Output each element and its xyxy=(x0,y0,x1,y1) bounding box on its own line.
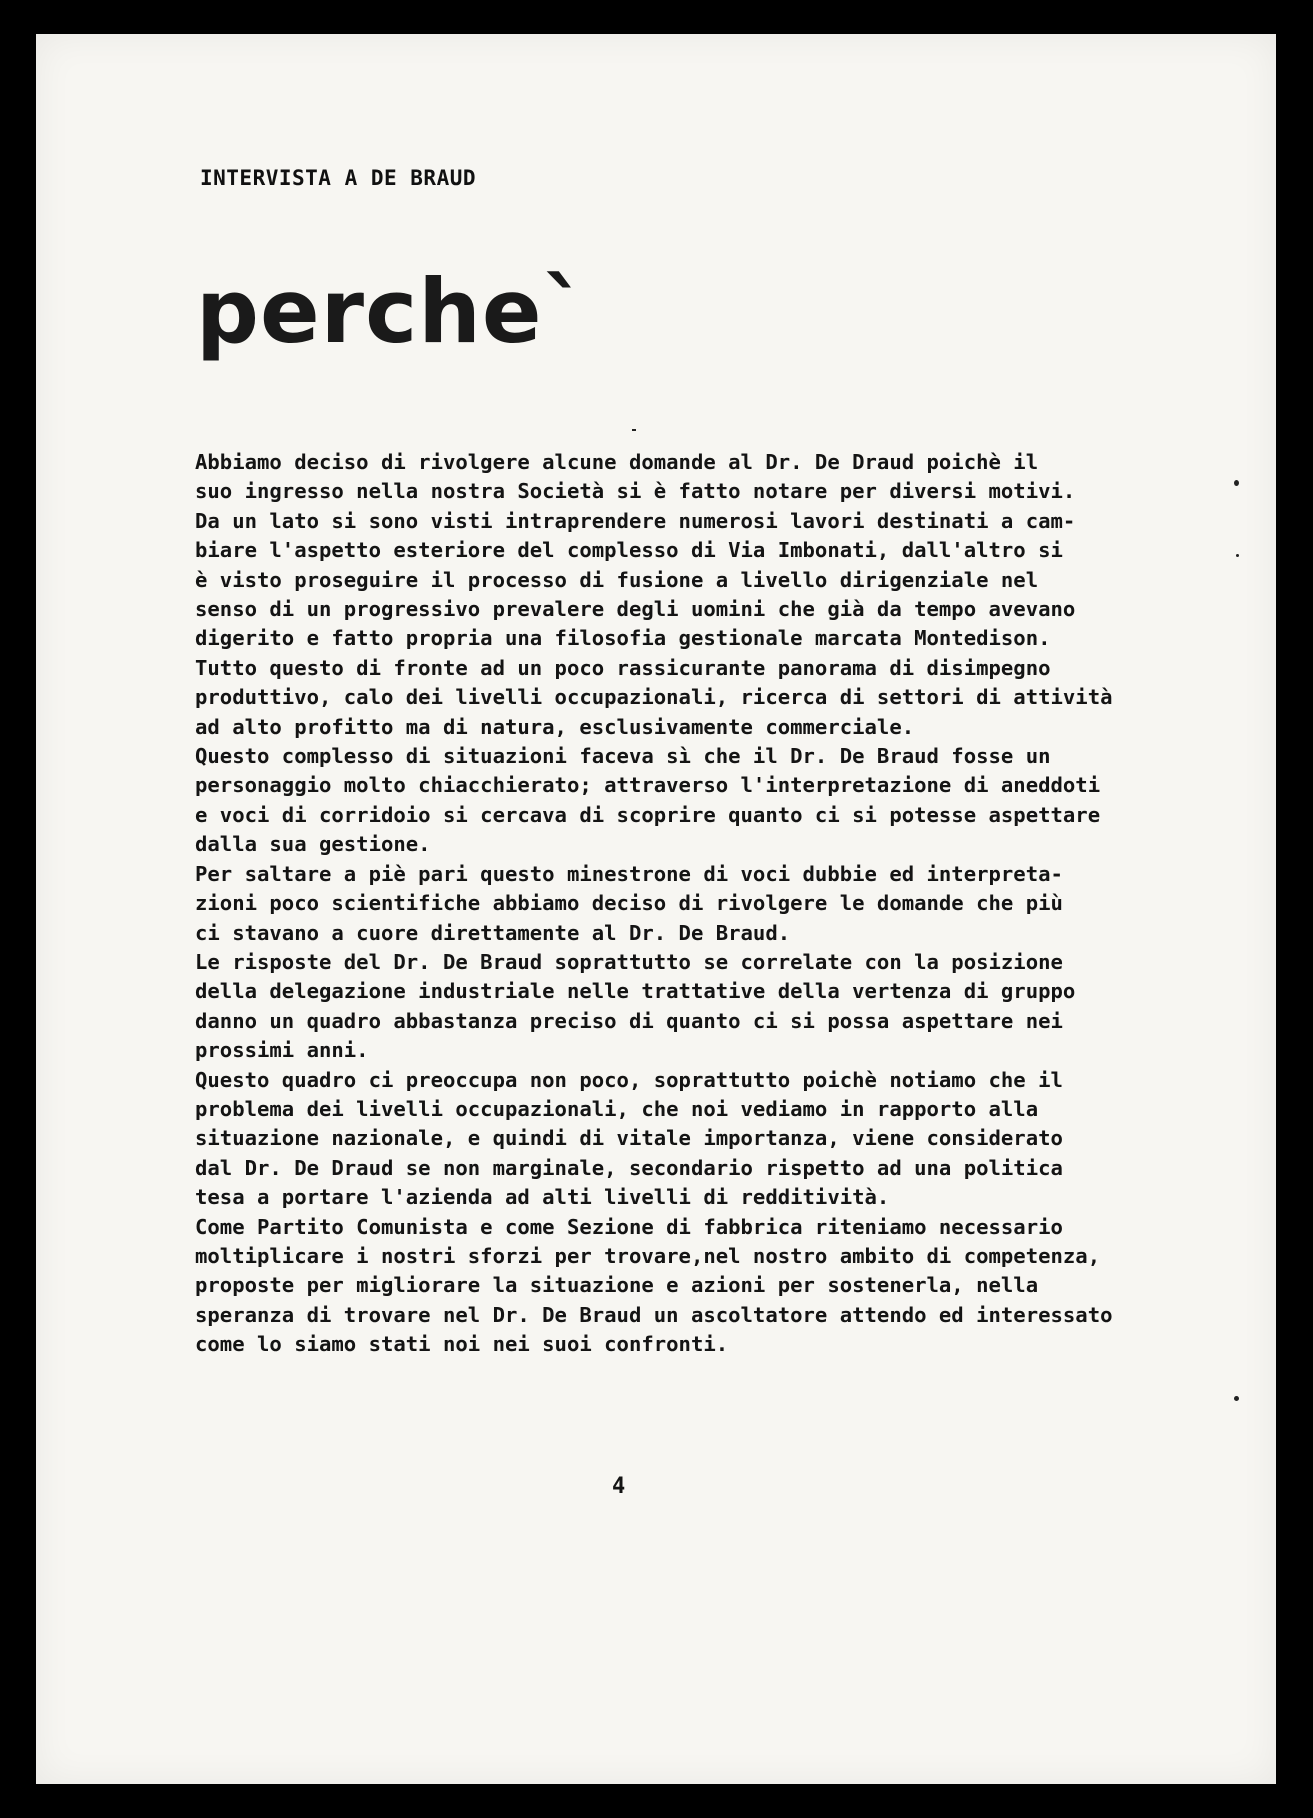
body-line: tesa a portare l'azienda ad alti livelli di redditività. xyxy=(195,1185,890,1210)
body-line: danno un quadro abbastanza preciso di quanto ci si possa aspettare nei xyxy=(195,1008,1063,1033)
body-line: Come Partito Comunista e come Sezione di fabbrica riteniamo necessario xyxy=(195,1214,1063,1239)
body-line: Questo quadro ci preoccupa non poco, soprattutto poichè notiamo che il xyxy=(195,1067,1063,1092)
body-line: Da un lato si sono visti intraprendere numerosi lavori destinati a cam- xyxy=(195,508,1076,533)
body-line: Le risposte del Dr. De Braud soprattutto se correlate con la posizione xyxy=(195,949,1063,974)
body-line: dalla sua gestione. xyxy=(195,832,431,857)
document-heading: INTERVISTA A DE BRAUD xyxy=(200,166,477,190)
body-line: biare l'aspetto esteriore del complesso di Via Imbonati, dall'altro si xyxy=(195,538,1063,563)
page-number: 4 xyxy=(612,1474,626,1499)
body-line: zioni poco scientifiche abbiamo deciso di rivolgere le domande che più xyxy=(195,891,1063,916)
body-text xyxy=(195,448,1155,1360)
body-line: suo ingresso nella nostra Società si è fatto notare per diversi motivi. xyxy=(195,479,1076,504)
body-line: senso di un progressivo prevalere degli uomini che già da tempo avevano xyxy=(195,597,1076,622)
body-line: dal Dr. De Draud se non marginale, secondario rispetto ad una politica xyxy=(195,1155,1063,1180)
scan-speck xyxy=(1234,480,1239,486)
body-line: prossimi anni. xyxy=(195,1038,369,1063)
body-line: è visto proseguire il processo di fusione a livello dirigenziale nel xyxy=(195,567,1039,592)
body-line: Tutto questo di fronte ad un poco rassicurante panorama di disimpegno xyxy=(195,655,1051,680)
body-line: problema dei livelli occupazionali, che noi vediamo in rapporto alla xyxy=(195,1096,1039,1121)
body-line: personaggio molto chiacchierato; attraverso l'interpretazione di aneddoti xyxy=(195,773,1101,798)
scan-speck xyxy=(1236,554,1239,557)
body-line: situazione nazionale, e quindi di vitale importanza, viene considerato xyxy=(195,1126,1063,1151)
body-line: speranza di trovare nel Dr. De Braud un ascoltatore attendo ed interessato xyxy=(195,1302,1113,1327)
body-line: Questo complesso di situazioni faceva sì che il Dr. De Braud fosse un xyxy=(195,744,1051,769)
scan-speck xyxy=(632,429,636,431)
body-line: produttivo, calo dei livelli occupazionali, ricerca di settori di attività xyxy=(195,685,1113,710)
body-line: ci stavano a cuore direttamente al Dr. De Braud. xyxy=(195,920,791,945)
body-line: ad alto profitto ma di natura, esclusivamente commerciale. xyxy=(195,714,915,739)
body-line: moltiplicare i nostri sforzi per trovare,nel nostro ambito di competenza, xyxy=(195,1243,1101,1268)
scan-speck xyxy=(1234,1396,1239,1401)
body-line: proposte per migliorare la situazione e azioni per sostenerla, nella xyxy=(195,1273,1039,1298)
body-line: Per saltare a piè pari questo minestrone di voci dubbie ed interpreta- xyxy=(195,861,1063,886)
body-line: della delegazione industriale nelle trattative della vertenza di gruppo xyxy=(195,979,1076,1004)
body-line: Abbiamo deciso di rivolgere alcune domande al Dr. De Draud poichè il xyxy=(195,450,1039,474)
document-title: perche` xyxy=(196,260,588,363)
body-line: e voci di corridoio si cercava di scoprire quanto ci si potesse aspettare xyxy=(195,802,1101,827)
body-line: come lo siamo stati noi nei suoi confronti. xyxy=(195,1332,729,1357)
body-line: digerito e fatto propria una filosofia gestionale marcata Montedison. xyxy=(195,626,1051,651)
